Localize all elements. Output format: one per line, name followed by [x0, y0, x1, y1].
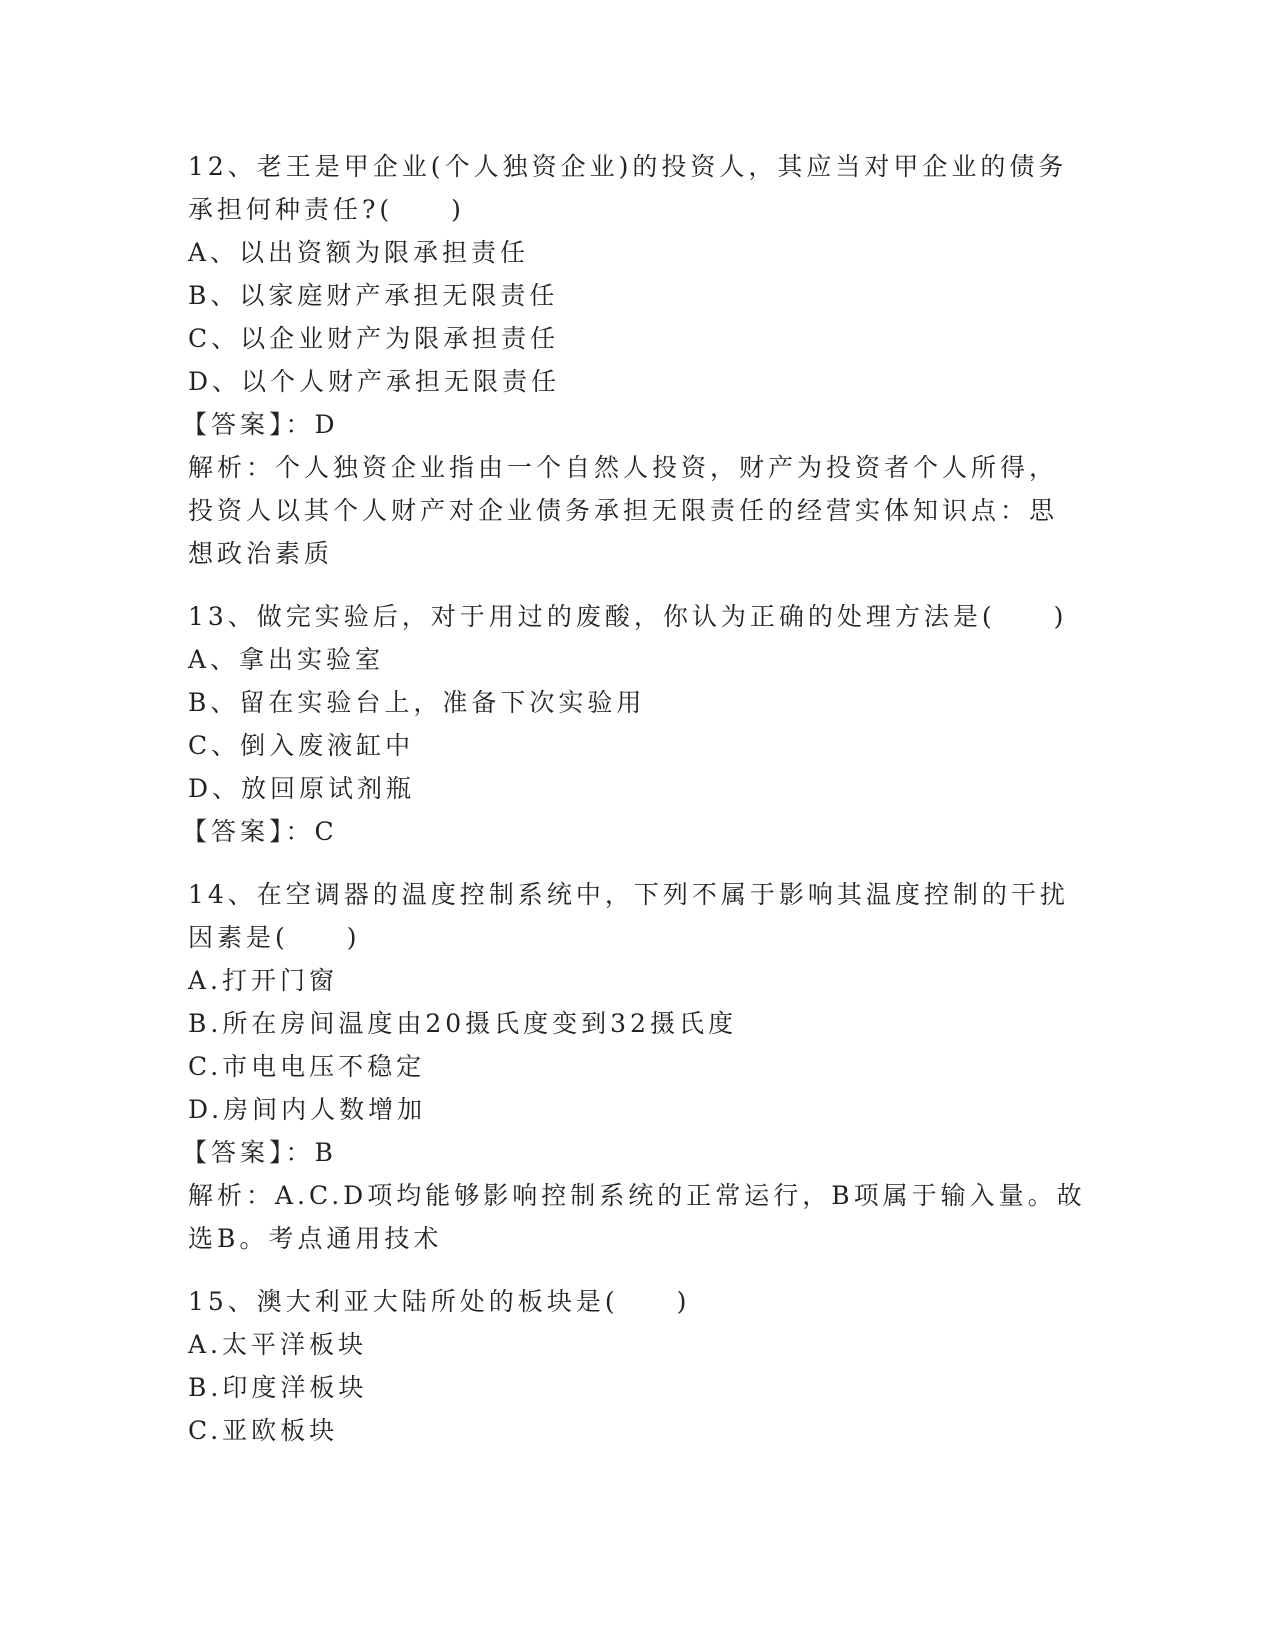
- option-d: D.房间内人数增加: [188, 1095, 427, 1124]
- question-stem-line: 13、做完实验后，对于用过的废酸，你认为正确的处理方法是( ): [188, 602, 1068, 631]
- answer-line: 【答案】：B: [182, 1138, 337, 1167]
- question-stem-line: 因素是( ): [188, 923, 361, 952]
- option-b: B、留在实验台上，准备下次实验用: [188, 688, 646, 717]
- answer-line: 【答案】：D: [182, 410, 339, 439]
- question-14: [182, 873, 1086, 1260]
- option-a: A.太平洋板块: [188, 1330, 368, 1359]
- option-b: B、以家庭财产承担无限责任: [188, 281, 559, 310]
- option-c: C.亚欧板块: [188, 1416, 339, 1445]
- question-stem-line: 14、在空调器的温度控制系统中，下列不属于影响其温度控制的干扰: [188, 880, 1069, 909]
- option-c: C.市电电压不稳定: [188, 1052, 426, 1081]
- option-a: A、拿出实验室: [188, 645, 385, 674]
- option-d: D、放回原试剂瓶: [188, 774, 416, 803]
- question-stem-line: 承担何种责任?( ): [188, 195, 465, 224]
- analysis-line: 投资人以其个人财产对企业债务承担无限责任的经营实体知识点：思: [188, 496, 1059, 525]
- analysis-line: 解析：A.C.D项均能够影响控制系统的正常运行，B项属于输入量。故: [188, 1181, 1086, 1210]
- option-a: A、以出资额为限承担责任: [188, 238, 530, 267]
- question-stem-line: 12、老王是甲企业(个人独资企业)的投资人，其应当对甲企业的债务: [188, 152, 1068, 181]
- analysis-line: 想政治素质: [188, 539, 334, 568]
- question-stem-line: 15、澳大利亚大陆所处的板块是( ): [188, 1287, 691, 1316]
- option-c: C、以企业财产为限承担责任: [188, 324, 560, 353]
- option-b: B.所在房间温度由20摄氏度变到32摄氏度: [188, 1009, 737, 1038]
- option-d: D、以个人财产承担无限责任: [188, 367, 561, 396]
- analysis-line: 解析：个人独资企业指由一个自然人投资，财产为投资者个人所得，: [188, 453, 1059, 482]
- question-15: [188, 1280, 1068, 1452]
- question-12: [182, 145, 1068, 575]
- option-c: C、倒入废液缸中: [188, 731, 415, 760]
- answer-line: 【答案】：C: [182, 817, 338, 846]
- analysis-line: 选B。考点通用技术: [188, 1224, 443, 1253]
- option-a: A.打开门窗: [188, 966, 339, 995]
- question-list: [182, 145, 1086, 1472]
- option-b: B.印度洋板块: [188, 1373, 368, 1402]
- question-13: [182, 595, 1068, 853]
